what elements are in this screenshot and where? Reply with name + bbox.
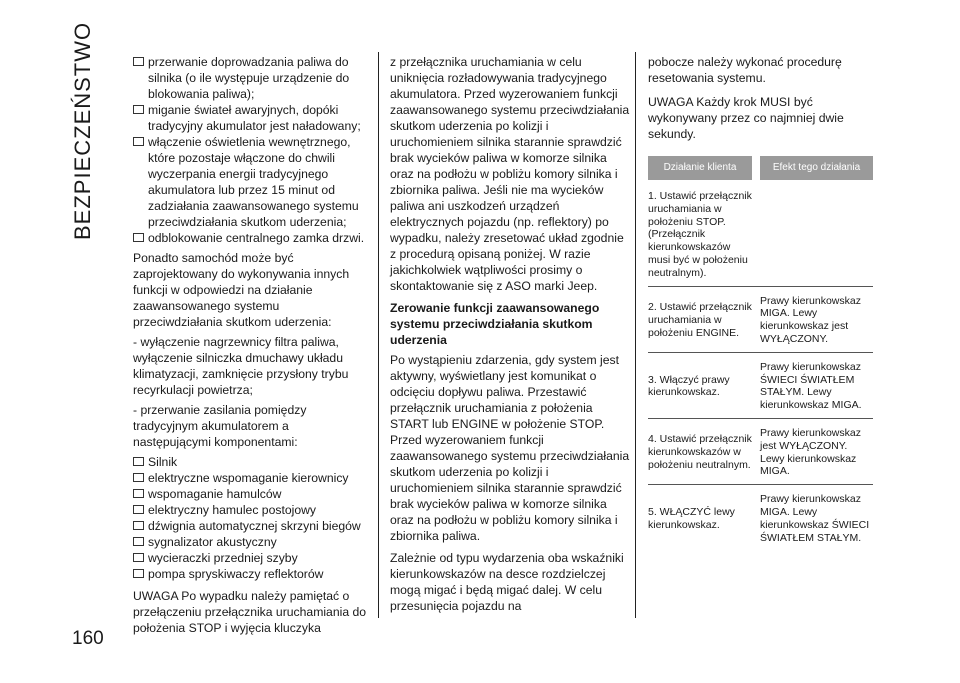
table-row — [648, 286, 873, 352]
list-item: miganie świateł awaryjnych, dopóki tradycyjny akumulator jest naładowany; — [133, 102, 368, 134]
bullet-list-b — [133, 454, 368, 582]
table-cell-effect: Prawy kierunkowskaz MIGA. Lewy kierunkowskaz ŚWIECI ŚWIATŁEM STAŁYM. — [760, 493, 870, 544]
paragraph: - przerwanie zasilania pomiędzy tradycyjnym akumulatorem a następującymi komponentami: — [133, 403, 307, 449]
square-bullet-icon — [133, 57, 144, 66]
table-cell-effect: Prawy kierunkowskaz MIGA. Lewy kierunkowskaz jest WYŁĄCZONY. — [760, 286, 873, 352]
table-cell-action: 5. WŁĄCZYĆ lewy kierunkowskaz. — [648, 505, 735, 531]
table-header-row — [648, 156, 873, 180]
list-item: pompa spryskiwaczy reflektorów — [133, 566, 368, 582]
table-row — [648, 180, 873, 286]
list-item: odblokowanie centralnego zamka drzwi. — [133, 230, 368, 246]
square-bullet-icon — [133, 105, 144, 114]
list-item: elektryczny hamulec postojowy — [133, 502, 368, 518]
square-bullet-icon — [133, 233, 144, 242]
square-bullet-icon — [133, 505, 144, 514]
table-cell-action: 1. Ustawić przełącznik uruchamiania w położeniu STOP. (Przełącznik kierunkowskazów musi być w położeniu neutralnym). — [648, 180, 752, 286]
table-cell-effect — [760, 180, 873, 286]
table-header: Efekt tego działania — [760, 156, 873, 180]
note-paragraph: UWAGA Po wypadku należy pamiętać o przełączeniu przełącznika uruchamiania do położenia STOP i wyjęcia kluczyka — [133, 589, 367, 635]
column-3 — [648, 54, 873, 550]
table-cell-action: 2. Ustawić przełącznik uruchamiania w położeniu ENGINE. — [648, 286, 752, 352]
square-bullet-icon — [133, 537, 144, 546]
square-bullet-icon — [133, 521, 144, 530]
bullet-list-a — [133, 54, 368, 246]
column-divider — [378, 52, 379, 618]
table-row — [648, 418, 873, 484]
column-1 — [133, 54, 368, 640]
page-number: 160 — [72, 628, 104, 649]
table-cell-effect: Prawy kierunkowskaz jest WYŁĄCZONY. Lewy kierunkowskaz MIGA. — [760, 418, 873, 484]
list-item: włączenie oświetlenia wewnętrznego, które pozostaje włączone do chwili wyczerpania energii tradycyjnego akumulatora lub przez 15 minut od zadziałania zaawansowanego systemu przeciwdziałania skutkom uderzenia; — [133, 134, 368, 230]
square-bullet-icon — [133, 457, 144, 466]
square-bullet-icon — [133, 137, 144, 146]
paragraph: Po wystąpieniu zdarzenia, gdy system jest aktywny, wyświetlany jest komunikat o odcięciu dopływu paliwa. Przestawić przełącznik uruchamiania z położenia START lub ENGINE w położenie STOP. Przed wyzerowaniem funkcji zaawansowanego systemu przeciwdziałania skutkom uderzenia po kolizji i uruchomieniem silnika starannie sprawdzić brak wycieków paliwa w komorze silnika oraz na podłożu w pobliżu komory silnika i zbiornika paliwa. — [390, 353, 630, 543]
column-2 — [390, 54, 630, 618]
square-bullet-icon — [133, 569, 144, 578]
list-item: elektryczne wspomaganie kierownicy — [133, 470, 368, 486]
square-bullet-icon — [133, 553, 144, 562]
square-bullet-icon — [133, 489, 144, 498]
section-heading: Zerowanie funkcji zaawansowanego systemu przeciwdziałania skutkom uderzenia — [390, 301, 600, 347]
reset-procedure-table — [648, 156, 873, 550]
paragraph: pobocze należy wykonać procedurę resetowania systemu. — [648, 55, 842, 85]
paragraph: z przełącznika uruchamiania w celu uniknięcia rozładowywania tradycyjnego akumulatora. Przed wyzerowaniem funkcji zaawansowanego systemu przeciwdziałania skutkom uderzenia po kolizji i uruchomieniem silnika starannie sprawdzić brak wycieków paliwa w komorze silnika oraz na podłożu w pobliżu komory silnika i zbiornika paliwa. Jeśli nie ma wycieków paliwa ani uszkodzeń urządzeń elektrycznych pojazdu (np. reflektory) po wypadku, należy zresetować układ zgodnie z procedurą opisaną poniżej. W razie jakichkolwiek wątpliwości prosimy o skontaktowanie się z ASO marki Jeep. — [390, 55, 630, 293]
note-paragraph: UWAGA Każdy krok MUSI być wykonywany przez co najmniej dwie sekundy. — [648, 95, 844, 141]
section-title — [70, 21, 115, 240]
table-row — [648, 485, 873, 551]
paragraph: - wyłączenie nagrzewnicy filtra paliwa, wyłączenie silniczka dmuchawy układu klimatyzacji, zamknięcie przysłony trybu recyrkulacji powietrza; — [133, 335, 349, 397]
table-cell-effect: Prawy kierunkowskaz ŚWIECI ŚWIATŁEM STAŁYM. Lewy kierunkowskaz MIGA. — [760, 352, 873, 418]
square-bullet-icon — [133, 473, 144, 482]
table-cell-action: 4. Ustawić przełącznik kierunkowskazów w położeniu neutralnym. — [648, 418, 752, 484]
paragraph: Zależnie od typu wydarzenia oba wskaźniki kierunkowskazów na desce rozdzielczej mogą migać i będą migać dalej. W celu przesunięcia pojazdu na — [390, 551, 624, 613]
paragraph: Ponadto samochód może być zaprojektowany do wykonywania innych funkcji w odpowiedzi na działanie zaawansowanego systemu przeciwdziałania skutkom uderzenia: — [133, 251, 350, 329]
table-cell-action: 3. Włączyć prawy kierunkowskaz. — [648, 352, 752, 418]
table-row — [648, 352, 873, 418]
column-divider — [635, 52, 636, 618]
list-item: dźwignia automatycznej skrzyni biegów — [133, 518, 368, 534]
list-item: wspomaganie hamulców — [133, 486, 368, 502]
section-title-text: BEZPIECZEŃSTWO — [70, 21, 95, 240]
list-item: przerwanie doprowadzania paliwa do silnika (o ile występuje urządzenie do blokowania paliwa); — [133, 54, 368, 102]
list-item: wycieraczki przedniej szyby — [133, 550, 368, 566]
list-item: sygnalizator akustyczny — [133, 534, 368, 550]
table-header: Działanie klienta — [648, 156, 752, 180]
list-item: Silnik — [133, 454, 368, 470]
